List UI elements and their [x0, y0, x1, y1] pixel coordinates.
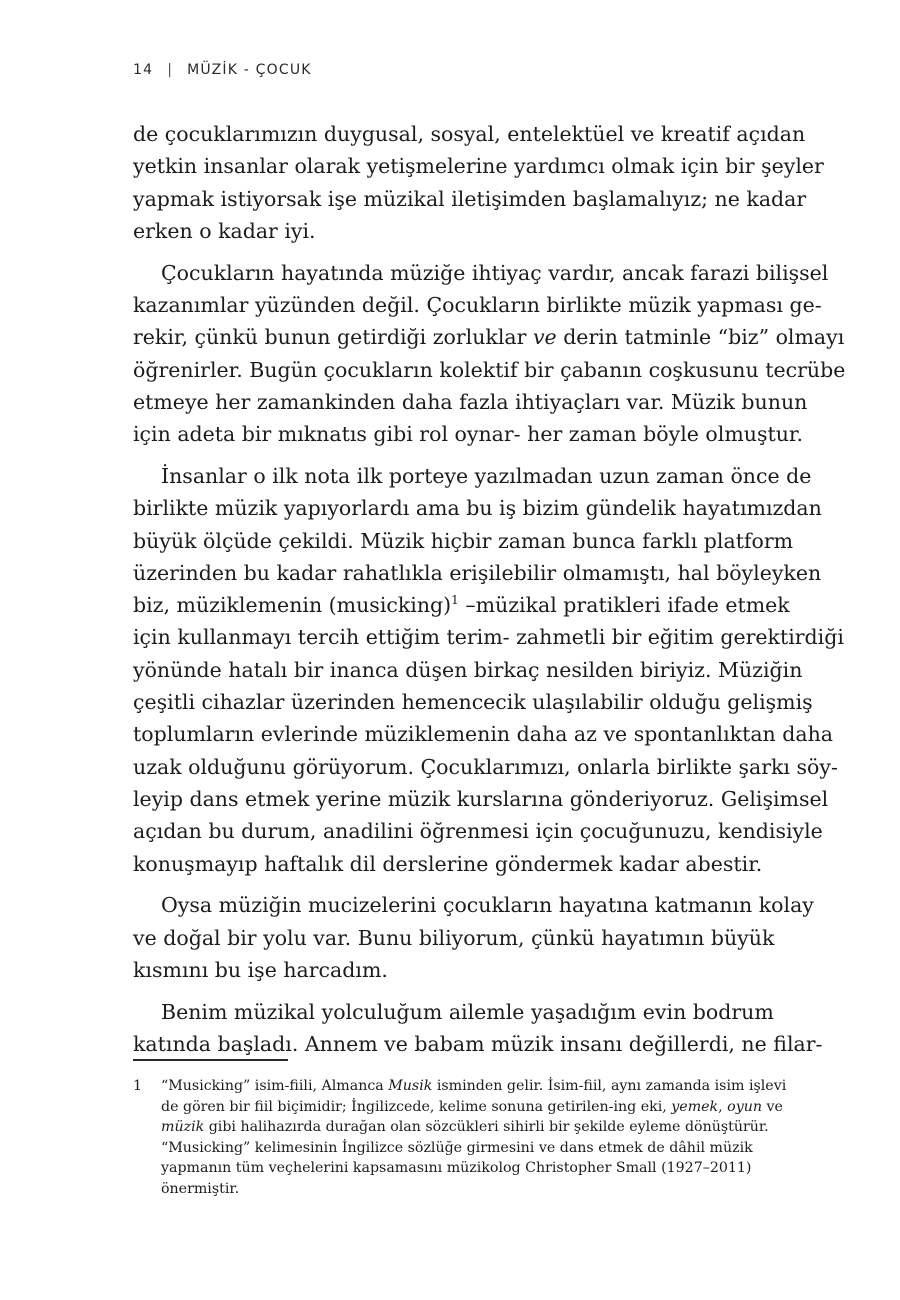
paragraph-1 — [133, 118, 824, 247]
text-line: katında başladı. Annem ve babam müzik insanı değillerdi, ne filar- — [133, 1032, 823, 1057]
text-segment: de gören bir fiil biçimidir; İngilizcede, kelime sonuna getirilen-ing eki, — [161, 1098, 672, 1115]
footnote-reference[interactable]: 1 — [451, 593, 459, 608]
paragraph-4 — [133, 889, 814, 986]
body-text — [133, 118, 846, 1070]
italic-word: yemek — [671, 1098, 719, 1115]
text-line: kısmını bu işe harcadım. — [133, 957, 388, 982]
text-line: toplumların evlerinde müziklemenin daha az ve spontanlıktan daha — [133, 722, 834, 747]
text-line: Oysa müziğin mucizelerini çocukların hayatına katmanın kolay — [161, 893, 814, 918]
footnote-divider — [133, 1059, 288, 1061]
header-separator: | — [167, 62, 174, 78]
text-line: Benim müzikal yolculuğum ailemle yaşadığım evin bodrum — [161, 999, 774, 1024]
text-segment: “Musicking” isim-fiili, Almanca — [161, 1078, 389, 1094]
text-line: kazanımlar yüzünden değil. Çocukların birlikte müzik yapması ge- — [133, 292, 822, 317]
text-segment: , — [718, 1098, 728, 1115]
text-line: üzerinden bu kadar rahatlıkla erişilebilir olmamıştı, hal böyleyken — [133, 560, 822, 585]
footnote-line: önermiştir. — [161, 1180, 240, 1197]
italic-word: Musik — [388, 1078, 433, 1094]
footnote-line — [161, 1117, 769, 1138]
paragraph-3 — [133, 460, 844, 880]
text-segment: rekir, çünkü bunun getirdiği zorluklar — [133, 325, 527, 350]
footnote — [133, 1076, 787, 1199]
text-line: yapmak istiyorsak işe müzikal iletişimden başlamalıyız; ne kadar — [133, 186, 807, 211]
text-segment: ve — [762, 1098, 783, 1115]
text-line: birlikte müzik yapıyorlardı ama bu iş bizim gündelik hayatımızdan — [133, 496, 822, 521]
text-segment: isminden gelir. İsim-fiil, aynı zamanda isim işlevi — [432, 1078, 787, 1094]
footnote-line — [161, 1097, 783, 1118]
text-line: için adeta bir mıknatıs gibi rol oynar- her zaman böyle olmuştur. — [133, 422, 803, 447]
text-line: yetkin insanlar olarak yetişmelerine yardımcı olmak için bir şeyler — [133, 154, 824, 179]
text-line-mixed — [133, 321, 845, 353]
footnote-line: “Musicking” kelimesinin İngilizce sözlüğe girmesini ve dans etmek de dâhil müzik — [161, 1139, 753, 1156]
footnote-number: 1 — [133, 1078, 143, 1094]
text-line: de çocuklarımızın duygusal, sosyal, entelektüel ve kreatif açıdan — [133, 122, 806, 146]
paragraph-5 — [133, 996, 823, 1061]
text-line: çeşitli cihazlar üzerinden hemencecik ulaşılabilir olduğu gelişmiş — [133, 690, 813, 715]
italic-word: oyun — [727, 1098, 763, 1115]
text-line: öğrenirler. Bugün çocukların kolektif bir çabanın coşkusunu tecrübe — [133, 357, 846, 382]
text-segment: derin tatminle “biz” olmayı — [563, 325, 845, 350]
text-line: büyük ölçüde çekildi. Müzik hiçbir zaman bunca farklı platform — [133, 528, 794, 553]
running-title: MÜZİK - ÇOCUK — [187, 62, 312, 78]
text-line: etmeye her zamankinden daha fazla ihtiyaçları var. Müzik bunun — [133, 389, 808, 414]
footnote-line: yapmanın tüm veçhelerini kapsamasını müzikolog Christopher Small (1927–2011) — [161, 1160, 752, 1176]
text-line: ve doğal bir yolu var. Bunu biliyorum, çünkü hayatımın büyük — [133, 925, 775, 950]
text-line: için kullanmayı tercih ettiğim terim- zahmetli bir eğitim gerektirdiği — [133, 625, 844, 650]
italic-word: müzik — [161, 1119, 205, 1135]
italic-word: ve — [532, 325, 557, 350]
text-line-mixed — [133, 589, 790, 621]
text-line: Çocukların hayatında müziğe ihtiyaç vardır, ancak farazi bilişsel — [161, 260, 829, 285]
footnote-line — [161, 1076, 787, 1097]
text-line: erken o kadar iyi. — [133, 218, 316, 243]
text-segment: gibi halihazırda durağan olan sözcükleri sihirli bir şekilde eyleme dönüştürür. — [204, 1119, 769, 1135]
paragraph-2 — [133, 257, 846, 451]
running-header — [133, 62, 312, 78]
text-line: açıdan bu durum, anadilini öğrenmesi için çocuğunuzu, kendisiyle — [133, 819, 823, 844]
footnote-body — [161, 1076, 787, 1199]
text-line: leyip dans etmek yerine müzik kurslarına gönderiyoruz. Gelişimsel — [133, 786, 829, 811]
text-segment: –müzikal pratikleri ifade etmek — [465, 593, 790, 618]
text-line: İnsanlar o ilk nota ilk porteye yazılmadan uzun zaman önce de — [161, 463, 812, 488]
text-segment: biz, müziklemenin (musicking) — [133, 593, 452, 618]
page-number: 14 — [133, 62, 154, 78]
text-line: yönünde hatalı bir inanca düşen birkaç nesilden biriyiz. Müziğin — [133, 657, 803, 682]
text-line: konuşmayıp haftalık dil derslerine göndermek kadar abestir. — [133, 851, 763, 876]
text-line: uzak olduğunu görüyorum. Çocuklarımızı, onlarla birlikte şarkı söy- — [133, 754, 838, 779]
